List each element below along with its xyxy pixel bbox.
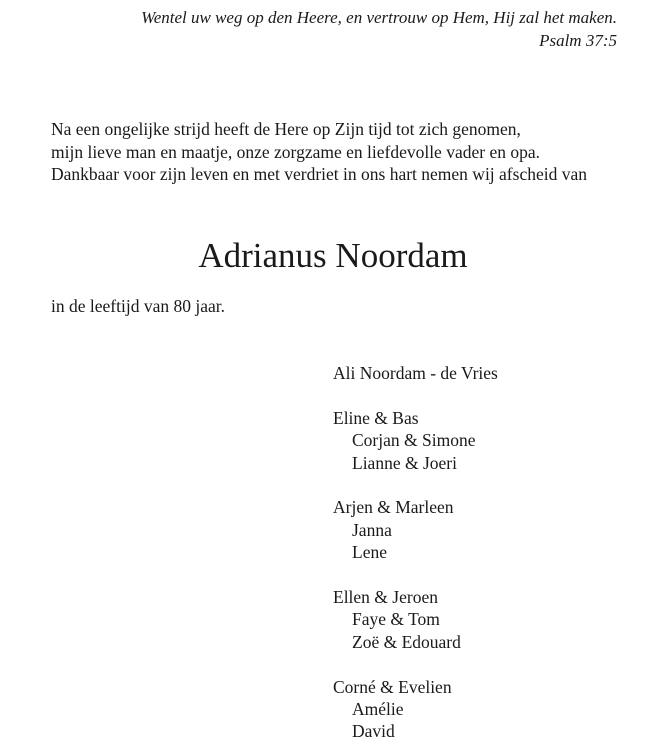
family-child: Amélie (352, 699, 404, 720)
family-parents: Eline & Bas (333, 407, 419, 428)
family-child: Lianne & Joeri (352, 452, 457, 473)
family-child: Corjan & Simone (352, 430, 476, 451)
family-parents: Arjen & Marleen (333, 497, 454, 518)
verse-text: Wentel uw weg op den Heere, en vertrouw op Hem, Hij zal het maken. (141, 8, 617, 27)
announcement-text (51, 118, 587, 186)
family-child: Faye & Tom (352, 609, 440, 630)
family-child: Lene (352, 542, 387, 563)
age-line: in de leeftijd van 80 jaar. (51, 296, 225, 316)
family-list (333, 362, 498, 743)
family-group (333, 586, 498, 653)
family-child: Janna (352, 519, 392, 540)
bible-verse (141, 6, 617, 52)
verse-reference: Psalm 37:5 (539, 31, 617, 50)
family-child: David (352, 721, 395, 742)
family-parents: Corné & Evelien (333, 676, 452, 697)
family-parents: Ellen & Jeroen (333, 587, 438, 608)
deceased-name: Adrianus Noordam (198, 236, 468, 275)
family-group (333, 676, 498, 743)
family-group (333, 496, 498, 563)
family-child: Zoë & Edouard (352, 631, 461, 652)
announcement-line: mijn lieve man en maatje, onze zorgzame en liefdevolle vader en opa. (51, 141, 540, 162)
announcement-line: Dankbaar voor zijn leven en met verdriet in ons hart nemen wij afscheid van (51, 164, 587, 184)
family-group (333, 407, 498, 474)
announcement-line: Na een ongelijke strijd heeft de Here op Zijn tijd tot zich genomen, (51, 119, 521, 139)
spouse-name: Ali Noordam - de Vries (333, 363, 498, 383)
